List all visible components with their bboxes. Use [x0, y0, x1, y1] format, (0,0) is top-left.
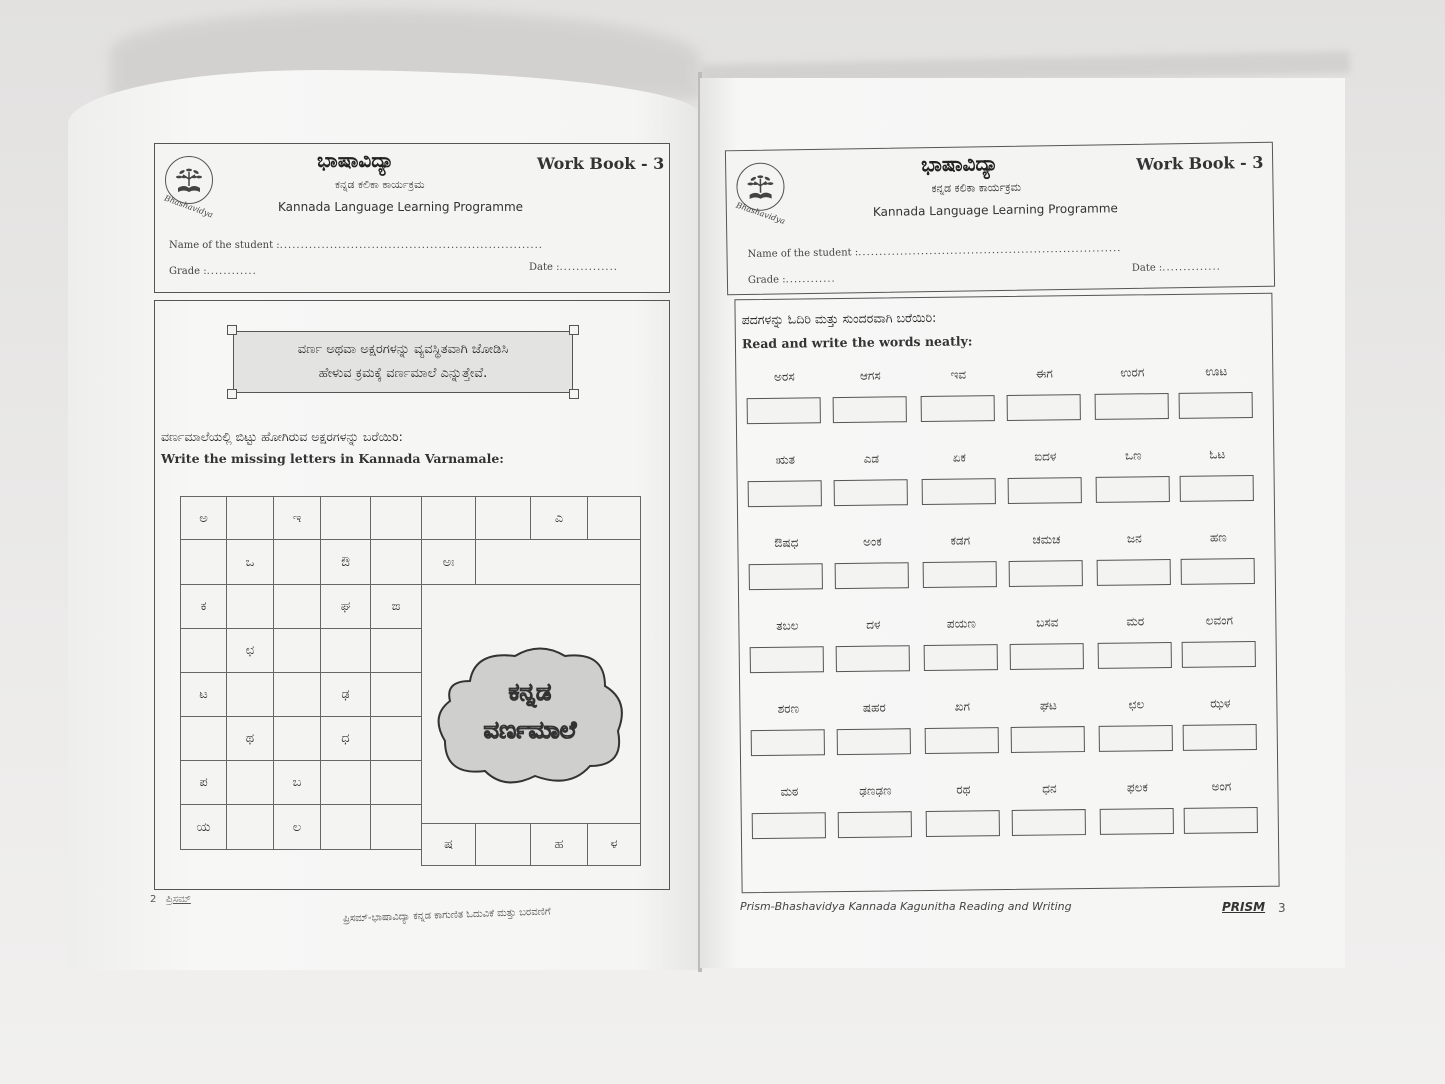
word-label: ಫಲಕ	[1126, 780, 1148, 795]
grid-cell[interactable]	[587, 496, 641, 540]
word-label: ಚಮಚ	[1032, 532, 1061, 547]
exercise-box	[734, 293, 1279, 894]
word-write-box[interactable]	[1179, 392, 1253, 419]
word-write-box[interactable]	[747, 397, 821, 424]
word-write-box[interactable]	[925, 727, 999, 754]
worksheet-header	[725, 142, 1275, 296]
word-label: ಝಳ	[1210, 696, 1231, 711]
date-field[interactable]: Date :..............	[1131, 261, 1221, 274]
word-label: ಹಣ	[1209, 530, 1227, 545]
word-write-box[interactable]	[749, 563, 823, 590]
program-kannada: ಕನ್ನಡ ಕಲಿಕಾ ಕಾರ್ಯಕ್ರಮ	[931, 180, 1022, 196]
word-label: ಅಂಗ	[1211, 779, 1232, 794]
word-label: ಢಣಢಣ	[859, 783, 892, 798]
student-name-field[interactable]: Name of the student :...............................................................	[169, 240, 543, 251]
date-field[interactable]: Date :..............	[529, 262, 618, 273]
word-write-box[interactable]	[1010, 643, 1084, 670]
workbook-label: Work Book - 3	[1136, 152, 1264, 174]
banner-line-2: ಹೇಳುವ ಕ್ರಮಕ್ಕೆ ವರ್ಣಮಾಲೆ ಎನ್ನುತ್ತೇವೆ.	[318, 366, 488, 381]
word-write-box[interactable]	[1009, 560, 1083, 587]
right-page	[700, 78, 1345, 968]
word-label: ಓಟ	[1209, 447, 1226, 462]
grid-cell[interactable]	[180, 628, 227, 673]
tree-book-icon	[172, 163, 206, 197]
grid-cell[interactable]: ಯ	[180, 804, 227, 850]
grid-cell[interactable]	[226, 496, 274, 540]
word-write-box[interactable]	[1011, 726, 1085, 753]
grid-cell[interactable]: ಬ	[273, 760, 321, 805]
word-label: ಎಡ	[863, 451, 880, 466]
instruction-english: Read and write the words neatly:	[741, 333, 973, 352]
grid-cell[interactable]: ಹ	[530, 823, 588, 866]
page-number-right: 3	[1278, 901, 1286, 915]
word-write-box[interactable]	[836, 645, 910, 672]
brand-title: ಭಾಷಾವಿದ್ಯಾ	[920, 151, 999, 177]
grid-cell[interactable]	[370, 760, 422, 805]
word-write-box[interactable]	[1182, 641, 1256, 668]
grid-cell[interactable]: ಲ	[273, 804, 321, 850]
word-label: ಛಲ	[1128, 697, 1145, 712]
grid-cell[interactable]	[370, 628, 422, 673]
word-write-box[interactable]	[921, 395, 995, 422]
program-kannada: ಕನ್ನಡ ಕಲಿಕಾ ಕಾರ್ಯಕ್ರಮ	[335, 178, 425, 191]
grid-cell[interactable]: ಳ	[587, 823, 641, 866]
logo-text: Bhashavidya	[734, 200, 787, 226]
word-write-box[interactable]	[926, 810, 1000, 837]
grid-cell[interactable]	[226, 584, 274, 629]
workbook-label: Work Book - 3	[537, 154, 665, 173]
word-write-box[interactable]	[1098, 642, 1172, 669]
cloud-line-2: ವರ್ಣಮಾಲೆ	[483, 716, 577, 744]
grid-cell[interactable]	[370, 804, 422, 850]
grade-field[interactable]: Grade :............	[169, 266, 257, 277]
grid-cell[interactable]	[320, 760, 371, 805]
word-write-box[interactable]	[1007, 394, 1081, 421]
grid-cell[interactable]: ಷ	[421, 823, 476, 866]
grid-cell[interactable]	[475, 539, 641, 585]
word-label: ಷಹರ	[862, 700, 886, 715]
word-practice-grid	[746, 364, 1266, 799]
word-label: ಅಂಕ	[862, 534, 882, 549]
grid-cell[interactable]	[180, 539, 227, 585]
word-write-box[interactable]	[1095, 393, 1169, 420]
word-label: ಇವ	[950, 367, 967, 382]
word-write-box[interactable]	[835, 562, 909, 589]
word-write-box[interactable]	[1099, 725, 1173, 752]
word-label: ಊಟ	[1205, 364, 1228, 379]
word-label: ಪಯಣ	[946, 616, 976, 631]
word-write-box[interactable]	[1012, 809, 1086, 836]
instruction-kannada: ವರ್ಣಮಾಲೆಯಲ್ಲಿ ಬಿಟ್ಟು ಹೋಗಿರುವ ಅಕ್ಷರಗಳನ್ನು ಬರೆಯಿರಿ:	[161, 429, 403, 444]
word-label: ಮಠ	[780, 784, 799, 799]
word-label: ಕಡಗ	[950, 533, 971, 548]
left-page	[68, 70, 700, 970]
grid-cell[interactable]	[226, 672, 274, 717]
banner-line-1: ವರ್ಣ ಅಥವಾ ಅಕ್ಷರಗಳನ್ನು ವ್ಯವಸ್ಥಿತವಾಗಿ ಜೋಡಿಸಿ	[297, 342, 509, 357]
program-english: Kannada Language Learning Programme	[872, 201, 1118, 219]
word-write-box[interactable]	[833, 396, 907, 423]
grid-cell[interactable]	[273, 672, 321, 717]
program-english: Kannada Language Learning Programme	[278, 200, 524, 214]
word-label: ಉರಗ	[1120, 365, 1145, 380]
grid-cell[interactable]: ಎ	[530, 496, 588, 540]
word-write-box[interactable]	[1097, 559, 1171, 586]
grade-field[interactable]: Grade :............	[747, 273, 836, 286]
grid-cell[interactable]: ಅ	[180, 496, 227, 540]
exercise-box	[154, 300, 670, 890]
word-label: ಏಕ	[952, 450, 966, 465]
word-label: ಧನ	[1042, 781, 1057, 796]
grid-cell[interactable]	[320, 628, 371, 673]
word-label: ಘಟ	[1039, 698, 1057, 713]
word-write-box[interactable]	[750, 646, 824, 673]
cloud-line-1: ಕನ್ನಡ	[508, 678, 552, 706]
grid-cell[interactable]: ಔ	[320, 539, 371, 585]
word-write-box[interactable]	[838, 811, 912, 838]
word-label: ಲವಂಗ	[1205, 613, 1234, 628]
word-label: ಜನ	[1126, 531, 1142, 546]
word-write-box[interactable]	[751, 729, 825, 756]
word-write-box[interactable]	[1184, 807, 1258, 834]
grid-cell[interactable]: ಛ	[226, 628, 274, 673]
word-label: ಆಗಸ	[859, 368, 881, 383]
footer-title-right: Prism-Bhashavidya Kannada Kagunitha Reading and Writing	[740, 900, 1072, 913]
word-label: ದಳ	[866, 617, 881, 632]
word-label: ಅರಸ	[773, 369, 795, 384]
word-write-box[interactable]	[748, 480, 822, 507]
grid-cell[interactable]	[421, 496, 476, 540]
grid-cell[interactable]	[226, 804, 274, 850]
grid-cell[interactable]: ಒ	[226, 539, 274, 585]
grid-cell[interactable]	[273, 584, 321, 629]
word-label: ಋತ	[775, 452, 796, 467]
grid-cell[interactable]	[370, 716, 422, 761]
word-write-box[interactable]	[924, 644, 998, 671]
grid-cell[interactable]	[273, 539, 321, 585]
student-name-field[interactable]: Name of the student :...............................................................	[747, 243, 1122, 260]
logo-text: Bhashavidya	[163, 193, 215, 220]
grid-cell[interactable]: ಇ	[273, 496, 321, 540]
word-label: ಶರಣ	[777, 701, 800, 716]
grid-cell[interactable]: ಅಃ	[421, 539, 476, 585]
word-label: ಖಗ	[954, 699, 971, 714]
word-write-box[interactable]	[834, 479, 908, 506]
grid-cell[interactable]: ಕ	[180, 584, 227, 629]
word-label: ಮರ	[1126, 614, 1145, 629]
grid-cell[interactable]: ಧ	[320, 716, 371, 761]
word-label: ಬಸವ	[1036, 615, 1059, 630]
kannada-varnamale-cloud	[430, 641, 630, 791]
grid-cell[interactable]: ಙ	[370, 584, 422, 629]
word-label: ಔಷಧ	[774, 535, 799, 550]
word-write-box[interactable]	[1183, 724, 1257, 751]
grid-cell[interactable]	[180, 716, 227, 761]
worksheet-header	[154, 143, 670, 293]
grid-cell[interactable]	[370, 672, 422, 717]
word-label: ರಥ	[956, 782, 971, 797]
word-write-box[interactable]	[923, 561, 997, 588]
word-label: ಐದಳ	[1034, 449, 1057, 464]
word-write-box[interactable]	[752, 812, 826, 839]
grid-cell[interactable]	[273, 628, 321, 673]
grid-cell[interactable]	[370, 539, 422, 585]
word-write-box[interactable]	[1100, 808, 1174, 835]
grid-cell[interactable]	[273, 716, 321, 761]
word-write-box[interactable]	[837, 728, 911, 755]
word-label: ಒಣ	[1124, 448, 1142, 463]
grid-cell[interactable]	[475, 823, 531, 866]
word-label: ತಬಲ	[776, 618, 799, 633]
grid-cell[interactable]	[320, 496, 371, 540]
prism-brand: PRISM	[1222, 900, 1266, 914]
definition-banner	[233, 331, 573, 393]
grid-cell[interactable]: ಟ	[180, 672, 227, 717]
instruction-english: Write the missing letters in Kannada Varnamale:	[161, 451, 504, 466]
page-number-left: 2 ಪ್ರಿಸಮ್	[150, 894, 191, 905]
brand-title: ಭಾಷಾವಿದ್ಯಾ	[317, 148, 395, 172]
word-write-box[interactable]	[1096, 476, 1170, 503]
grid-cell[interactable]: ಘ	[320, 584, 371, 629]
word-write-box[interactable]	[1181, 558, 1255, 585]
word-write-box[interactable]	[1008, 477, 1082, 504]
instruction-kannada: ಪದಗಳನ್ನು ಓದಿರಿ ಮತ್ತು ಸುಂದರವಾಗಿ ಬರೆಯಿರಿ:	[741, 309, 937, 328]
grid-cell[interactable]: ಢ	[320, 672, 371, 717]
word-write-box[interactable]	[922, 478, 996, 505]
grid-cell[interactable]: ಪ	[180, 760, 227, 805]
grid-cell[interactable]	[370, 496, 422, 540]
grid-cell[interactable]	[320, 804, 371, 850]
word-write-box[interactable]	[1180, 475, 1254, 502]
grid-cell[interactable]	[226, 760, 274, 805]
word-label: ಈಗ	[1035, 366, 1053, 381]
grid-cell[interactable]	[475, 496, 531, 540]
tree-book-icon	[743, 169, 778, 204]
footer-title-left: ಪ್ರಿಸಮ್-ಭಾಷಾವಿದ್ಯಾ ಕನ್ನಡ ಕಾಗುಣಿತ ಓದುವಿಕೆ ಮತ್ತು ಬರವಣಿಗೆ	[342, 906, 551, 925]
grid-cell[interactable]: ಥ	[226, 716, 274, 761]
